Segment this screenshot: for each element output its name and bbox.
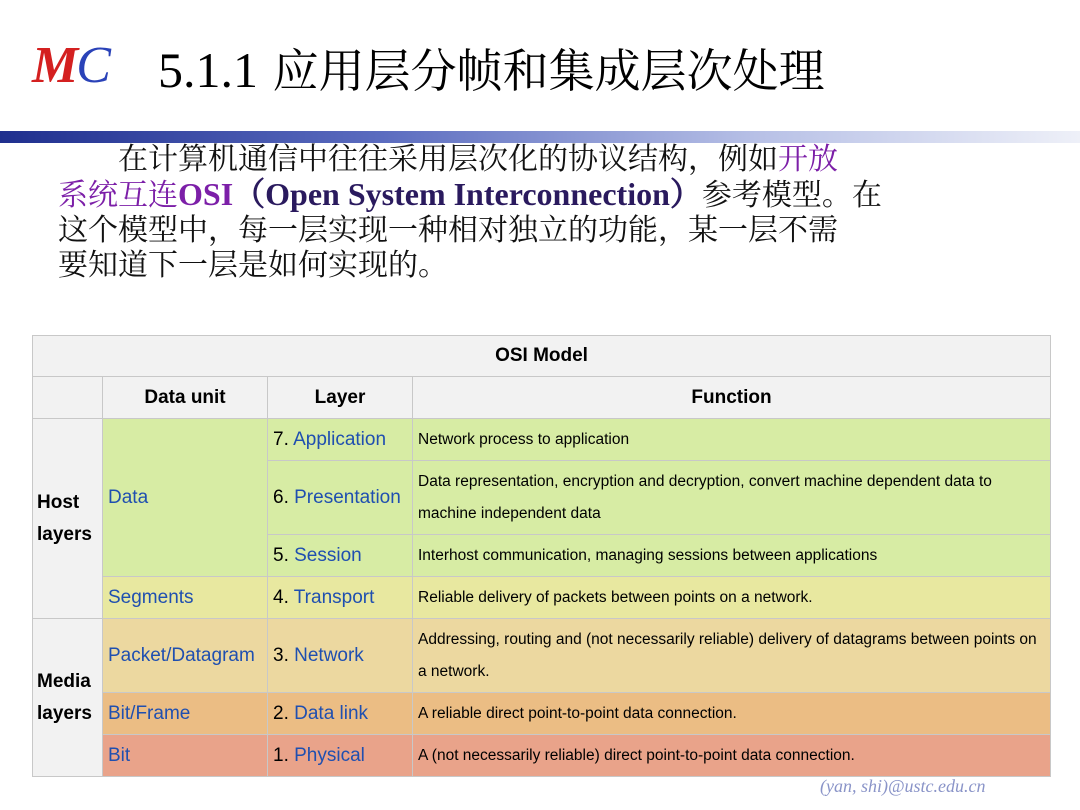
- table-row: [33, 735, 1051, 777]
- title-number: 5.1.1: [158, 42, 258, 98]
- highlight-osi-cn: 系统互连: [58, 178, 178, 213]
- header-function: Function: [413, 377, 1051, 419]
- para-line-1: 在计算机通信中往往采用层次化的协议结构，例如开放: [118, 142, 838, 177]
- unit-bit-frame[interactable]: Bit/Frame: [103, 693, 268, 735]
- group-media-layers: Media layers: [33, 619, 103, 777]
- function-session: Interhost communication, managing sessions between applications: [413, 535, 1051, 577]
- table-caption: OSI Model: [33, 336, 1051, 377]
- para-line-3: 这个模型中，每一层实现一种相对独立的功能，某一层不需: [58, 213, 838, 248]
- mc-logo: MC: [32, 37, 109, 94]
- layer-7: 7. Application: [268, 419, 413, 461]
- function-transport: Reliable delivery of packets between points on a network.: [413, 577, 1051, 619]
- layer-network-link[interactable]: Network: [294, 644, 364, 666]
- unit-bit[interactable]: Bit: [103, 735, 268, 777]
- layer-1: 1. Physical: [268, 735, 413, 777]
- table-caption-row: [33, 336, 1051, 377]
- para-line-4: 要知道下一层是如何实现的。: [58, 248, 448, 283]
- para-line-2: 系统互连OSI（Open System Interconnection）参考模型。在: [58, 176, 882, 213]
- header-data-unit: Data unit: [103, 377, 268, 419]
- layer-6: 6. Presentation: [268, 461, 413, 535]
- function-presentation: Data representation, encryption and decryption, convert machine dependent data to machine independent data: [413, 461, 1051, 535]
- table-row: [33, 619, 1051, 693]
- unit-data[interactable]: Data: [103, 419, 268, 577]
- body-paragraph: [58, 142, 1018, 283]
- osi-model-table: [32, 335, 1051, 777]
- title-text: 应用层分帧和集成层次处理: [272, 44, 825, 98]
- layer-2: 2. Data link: [268, 693, 413, 735]
- layer-5: 5. Session: [268, 535, 413, 577]
- slide-title: [158, 38, 825, 103]
- header-blank: [33, 377, 103, 419]
- osi-expansion: （Open System Interconnection）: [233, 176, 702, 212]
- layer-data-link-link[interactable]: Data link: [294, 702, 369, 724]
- function-network: Addressing, routing and (not necessarily reliable) delivery of datagrams between points on a network.: [413, 619, 1051, 693]
- table-row: [33, 577, 1051, 619]
- table-row: [33, 693, 1051, 735]
- table-header-row: [33, 377, 1051, 419]
- layer-presentation-link[interactable]: Presentation: [294, 486, 401, 508]
- group-host-layers: Host layers: [33, 419, 103, 619]
- layer-transport-link[interactable]: Transport: [293, 586, 375, 608]
- layer-4: 4. Transport: [268, 577, 413, 619]
- layer-session-link[interactable]: Session: [294, 544, 362, 566]
- highlight-osi: OSI: [178, 176, 234, 212]
- layer-application-link[interactable]: Application: [293, 428, 387, 450]
- function-data-link: A reliable direct point-to-point data connection.: [413, 693, 1051, 735]
- layer-3: 3. Network: [268, 619, 413, 693]
- table-row: [33, 419, 1051, 461]
- highlight-open: 开放: [778, 142, 838, 177]
- unit-packet-datagram[interactable]: Packet/Datagram: [103, 619, 268, 693]
- function-physical: A (not necessarily reliable) direct point-to-point data connection.: [413, 735, 1051, 777]
- header-layer: Layer: [268, 377, 413, 419]
- function-application: Network process to application: [413, 419, 1051, 461]
- footer-email: (yan, shi)@ustc.edu.cn: [820, 776, 986, 796]
- layer-physical-link[interactable]: Physical: [294, 744, 365, 766]
- unit-segments[interactable]: Segments: [103, 577, 268, 619]
